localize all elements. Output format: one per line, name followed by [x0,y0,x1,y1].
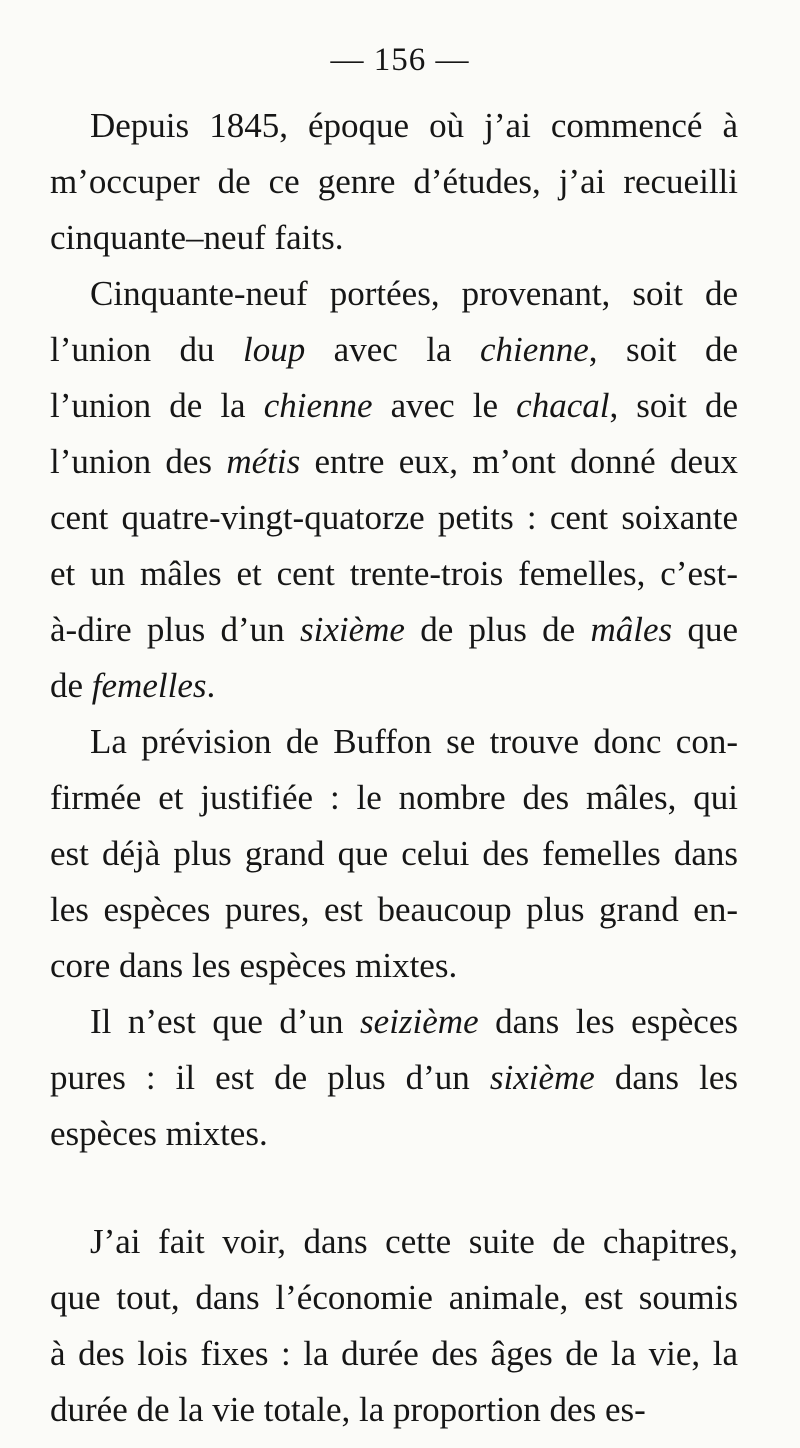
text-line [50,602,738,658]
italic-text: sixième [489,1058,595,1097]
text-segment: de plus de [404,610,591,649]
text-segment: dans les espèces [478,1002,738,1041]
text-line [50,98,738,154]
text-line [50,490,738,546]
text-segment: à des lois fixes : la durée des âges de la vie, la [50,1334,738,1373]
text-segment: à-dire plus d’un [50,610,300,649]
text-segment: de [50,666,92,705]
text-segment: Depuis 1845, époque où j’ai commencé à [90,106,738,145]
italic-text: seizième [360,1002,479,1041]
text-line [50,546,738,602]
italic-text: femelles [91,666,207,705]
text-segment: . [206,666,216,705]
text-line [50,1106,738,1162]
text-line [50,1382,738,1438]
italic-text: mâles [590,610,673,649]
text-segment: l’union des [50,442,227,481]
text-line [50,658,738,714]
text-segment: firmée et justifiée : le nombre des mâles, qui [50,778,738,817]
text-line [50,826,738,882]
text-segment: que [672,610,738,649]
page-number: — 156 — [330,42,470,78]
text-segment: , soit de [609,386,738,425]
text-segment: dans les [594,1058,738,1097]
text-line [50,882,738,938]
text-segment: cent quatre-vingt-quatorze petits : cent soixante [50,498,738,537]
text-segment: les espèces pures, est beaucoup plus grand en- [50,890,738,929]
text-line [50,994,738,1050]
text-line [50,378,738,434]
paragraph [50,994,738,1162]
text-segment: durée de la vie totale, la proportion des es- [50,1390,646,1429]
italic-text: chacal [516,386,610,425]
text-line [50,1050,738,1106]
text-segment: l’union du [50,330,243,369]
text-line [50,434,738,490]
text-line [50,938,738,994]
text-segment: cinquante–neuf faits. [50,218,344,257]
text-line [50,154,738,210]
text-segment: , soit de [588,330,739,369]
text-line [50,266,738,322]
text-segment: espèces mixtes. [50,1114,268,1153]
italic-text: chienne [263,386,373,425]
italic-text: loup [243,330,306,369]
paragraph [50,98,738,266]
italic-text: chienne [479,330,589,369]
section-gap [50,1162,738,1214]
text-line [50,1326,738,1382]
paragraph [50,1214,738,1438]
italic-text: sixième [299,610,405,649]
paragraph [50,714,738,994]
text-segment: pures : il est de plus d’un [50,1058,490,1097]
text-line [50,770,738,826]
text-segment: que tout, dans l’économie animale, est soumis [50,1278,738,1317]
text-segment: l’union de la [50,386,264,425]
text-segment: La prévision de Buffon se trouve donc con- [90,722,738,761]
text-segment: core dans les espèces mixtes. [50,946,458,985]
text-line [50,714,738,770]
body-text [50,98,738,1438]
italic-text: métis [226,442,301,481]
text-line [50,1214,738,1270]
text-line [50,210,738,266]
text-line [50,322,738,378]
text-segment: entre eux, m’ont donné deux [300,442,738,481]
text-segment: avec le [372,386,517,425]
text-segment: et un mâles et cent trente-trois femelles, c’est- [50,554,738,593]
paragraph [50,266,738,714]
text-segment: m’occuper de ce genre d’études, j’ai recueilli [50,162,738,201]
text-segment: J’ai fait voir, dans cette suite de chapitres, [90,1222,738,1261]
text-line [50,1270,738,1326]
text-segment: Cinquante-neuf portées, provenant, soit de [90,274,738,313]
text-segment: avec la [305,330,480,369]
text-segment: Il n’est que d’un [90,1002,361,1041]
text-segment: est déjà plus grand que celui des femelles dans [50,834,738,873]
